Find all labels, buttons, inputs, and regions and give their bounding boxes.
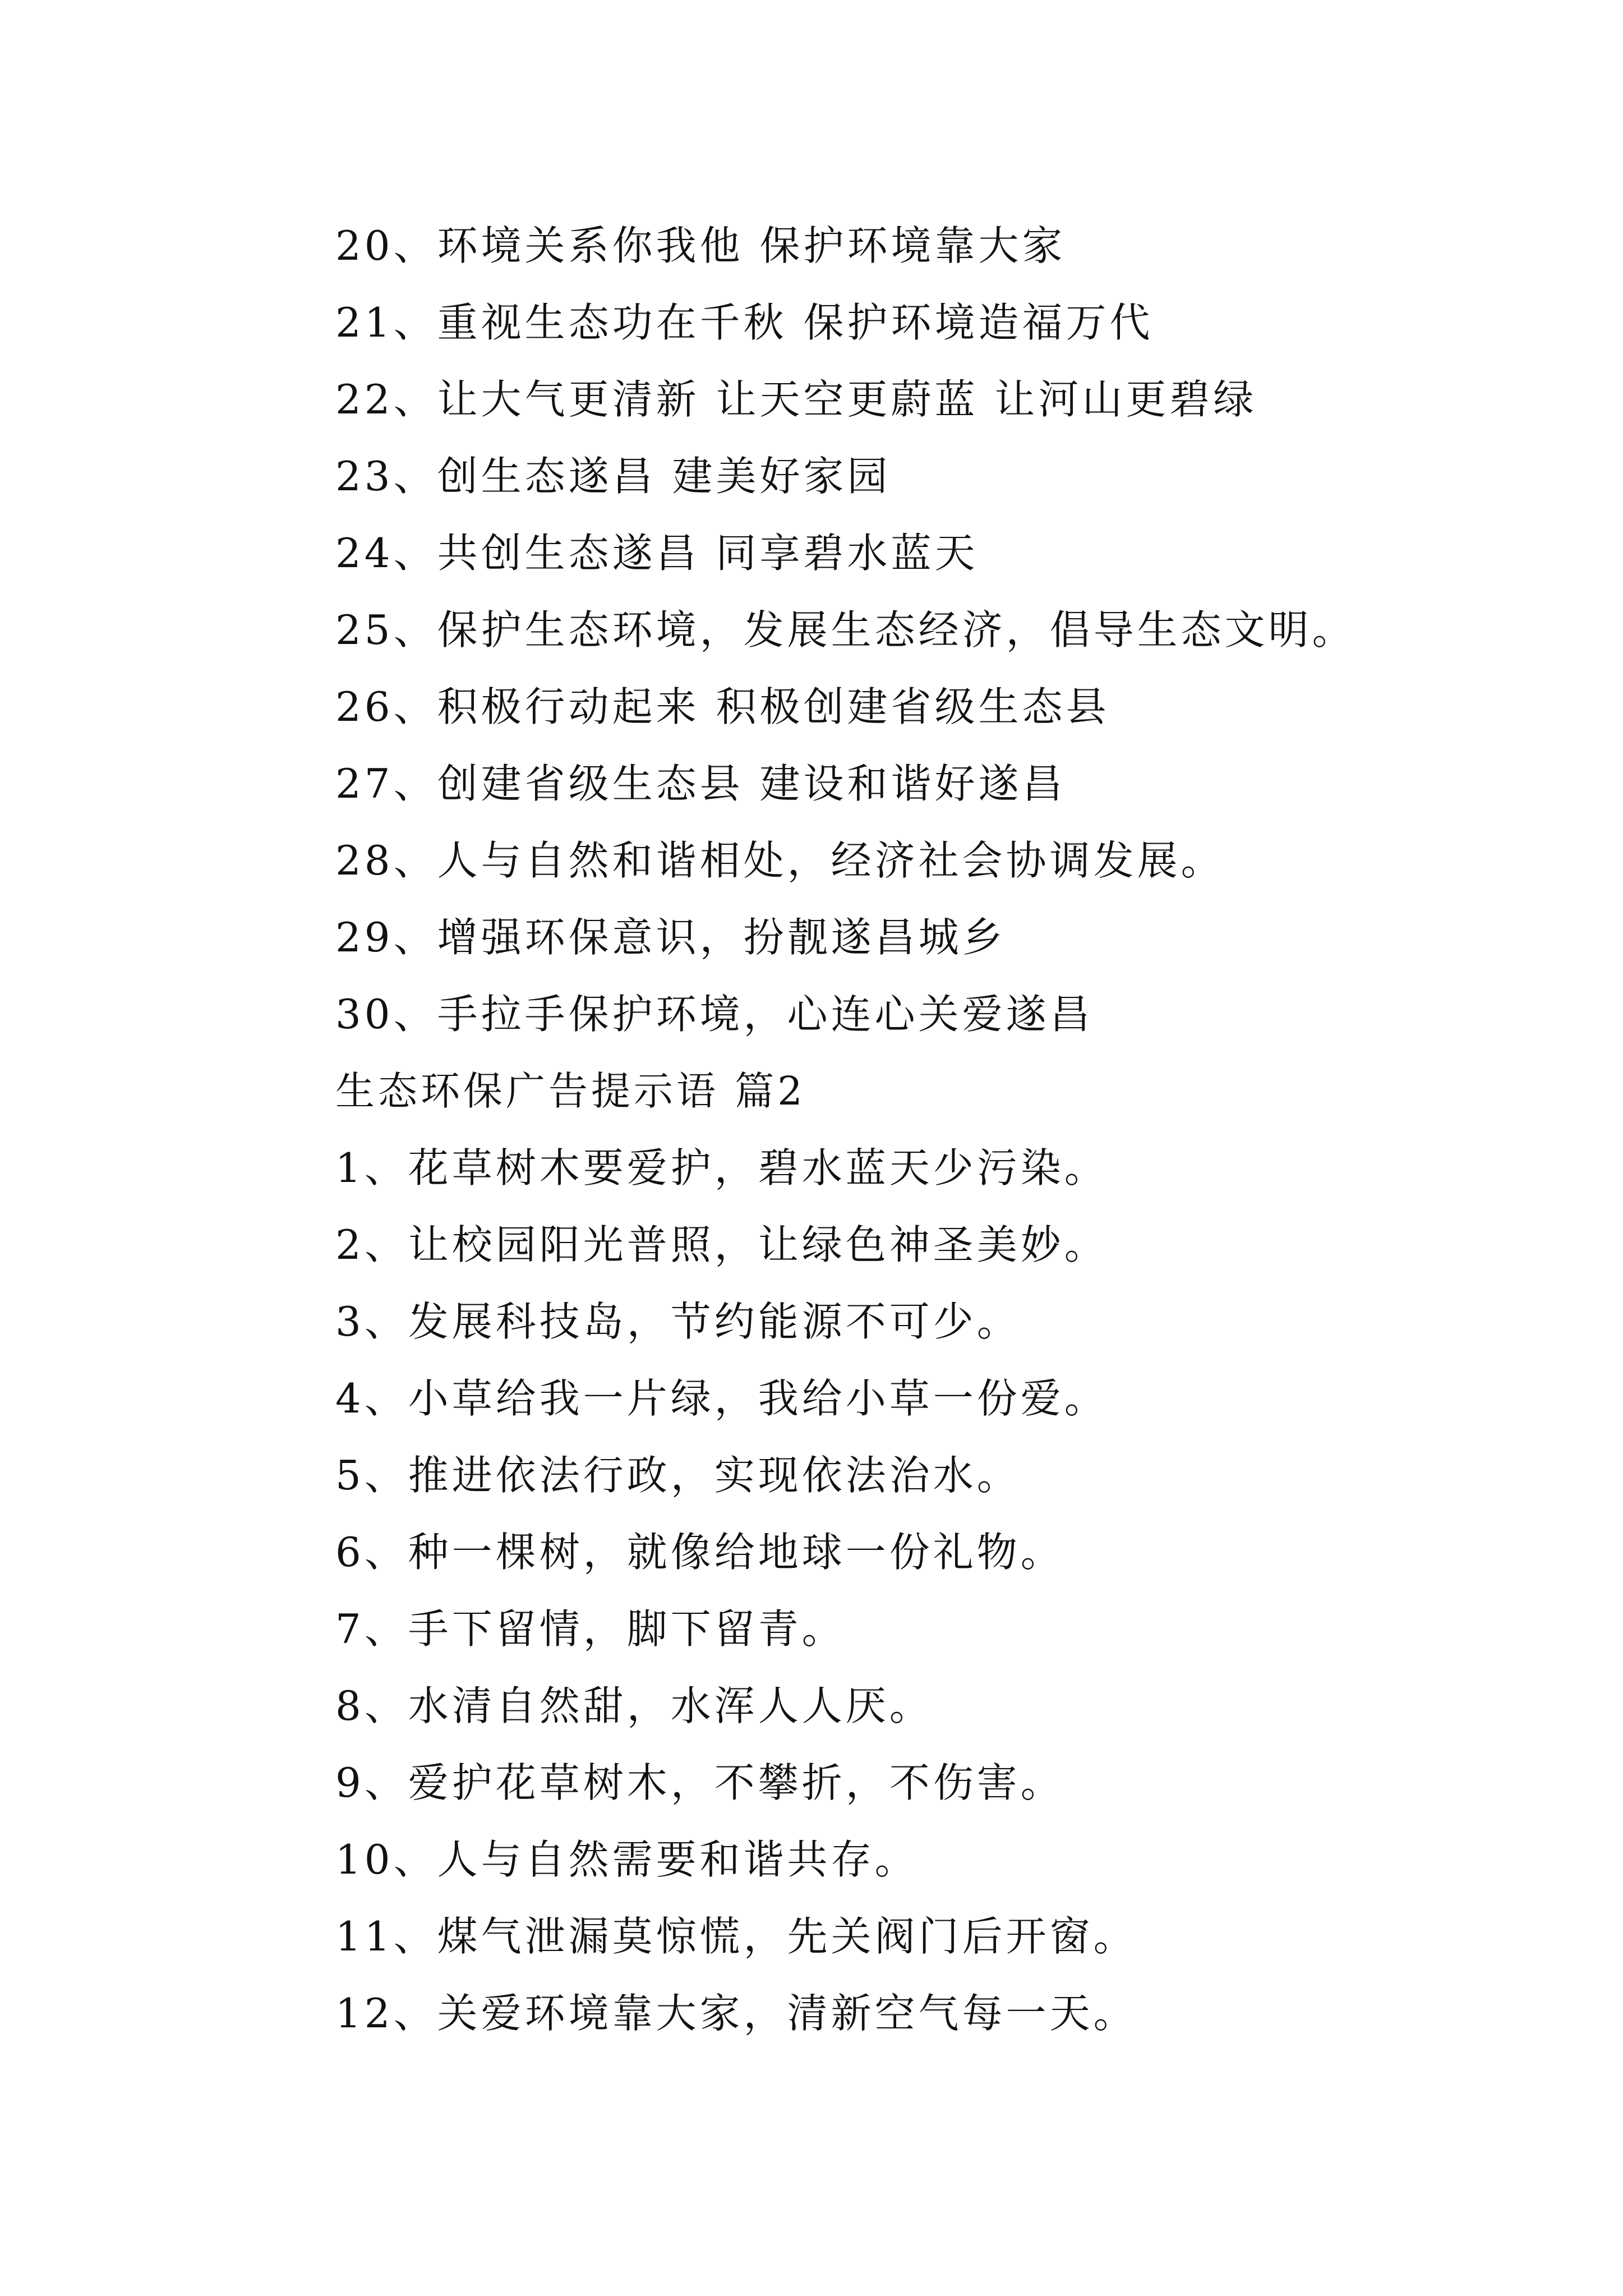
list-item: 22、让大气更清新 让天空更蔚蓝 让河山更碧绿 — [335, 376, 1257, 423]
list-item: 11、煤气泄漏莫惊慌，先关阀门后开窗。 — [335, 1913, 1137, 1960]
list-item: 28、人与自然和谐相处，经济社会协调发展。 — [335, 837, 1225, 884]
list-item: 29、增强环保意识，扮靓遂昌城乡 — [335, 914, 1006, 961]
document-body — [335, 208, 1513, 2052]
list-item: 3、发展科技岛，节约能源不可少。 — [335, 1298, 1021, 1345]
list-item: 24、共创生态遂昌 同享碧水蓝天 — [335, 530, 979, 577]
list-item: 20、环境关系你我他 保护环境靠大家 — [335, 222, 1066, 269]
list-item: 4、小草给我一片绿，我给小草一份爱。 — [335, 1375, 1108, 1422]
list-item: 21、重视生态功在千秋 保护环境造福万代 — [335, 299, 1154, 346]
list-item: 12、关爱环境靠大家，清新空气每一天。 — [335, 1990, 1137, 2037]
list-item: 8、水清自然甜，水浑人人厌。 — [335, 1682, 933, 1729]
list-item: 6、种一棵树，就像给地球一份礼物。 — [335, 1529, 1064, 1576]
list-item: 7、手下留情，脚下留青。 — [335, 1605, 846, 1653]
list-item: 26、积极行动起来 积极创建省级生态县 — [335, 683, 1110, 730]
list-item: 23、创生态遂昌 建美好家园 — [335, 453, 891, 500]
list-item: 10、人与自然需要和谐共存。 — [335, 1836, 919, 1883]
list-item: 2、让校园阳光普照，让绿色神圣美妙。 — [335, 1221, 1108, 1268]
list-item: 9、爱护花草树木，不攀折，不伤害。 — [335, 1759, 1064, 1806]
list-item: 5、推进依法行政，实现依法治水。 — [335, 1452, 1021, 1499]
section-heading: 生态环保广告提示语 篇2 — [335, 1068, 806, 1114]
list-item: 25、保护生态环境，发展生态经济，倡导生态文明。 — [335, 606, 1356, 654]
list-item: 1、花草树木要爱护，碧水蓝天少污染。 — [335, 1144, 1108, 1191]
list-item: 27、创建省级生态县 建设和谐好遂昌 — [335, 760, 1066, 807]
list-item: 30、手拉手保护环境，心连心关爱遂昌 — [335, 991, 1094, 1038]
